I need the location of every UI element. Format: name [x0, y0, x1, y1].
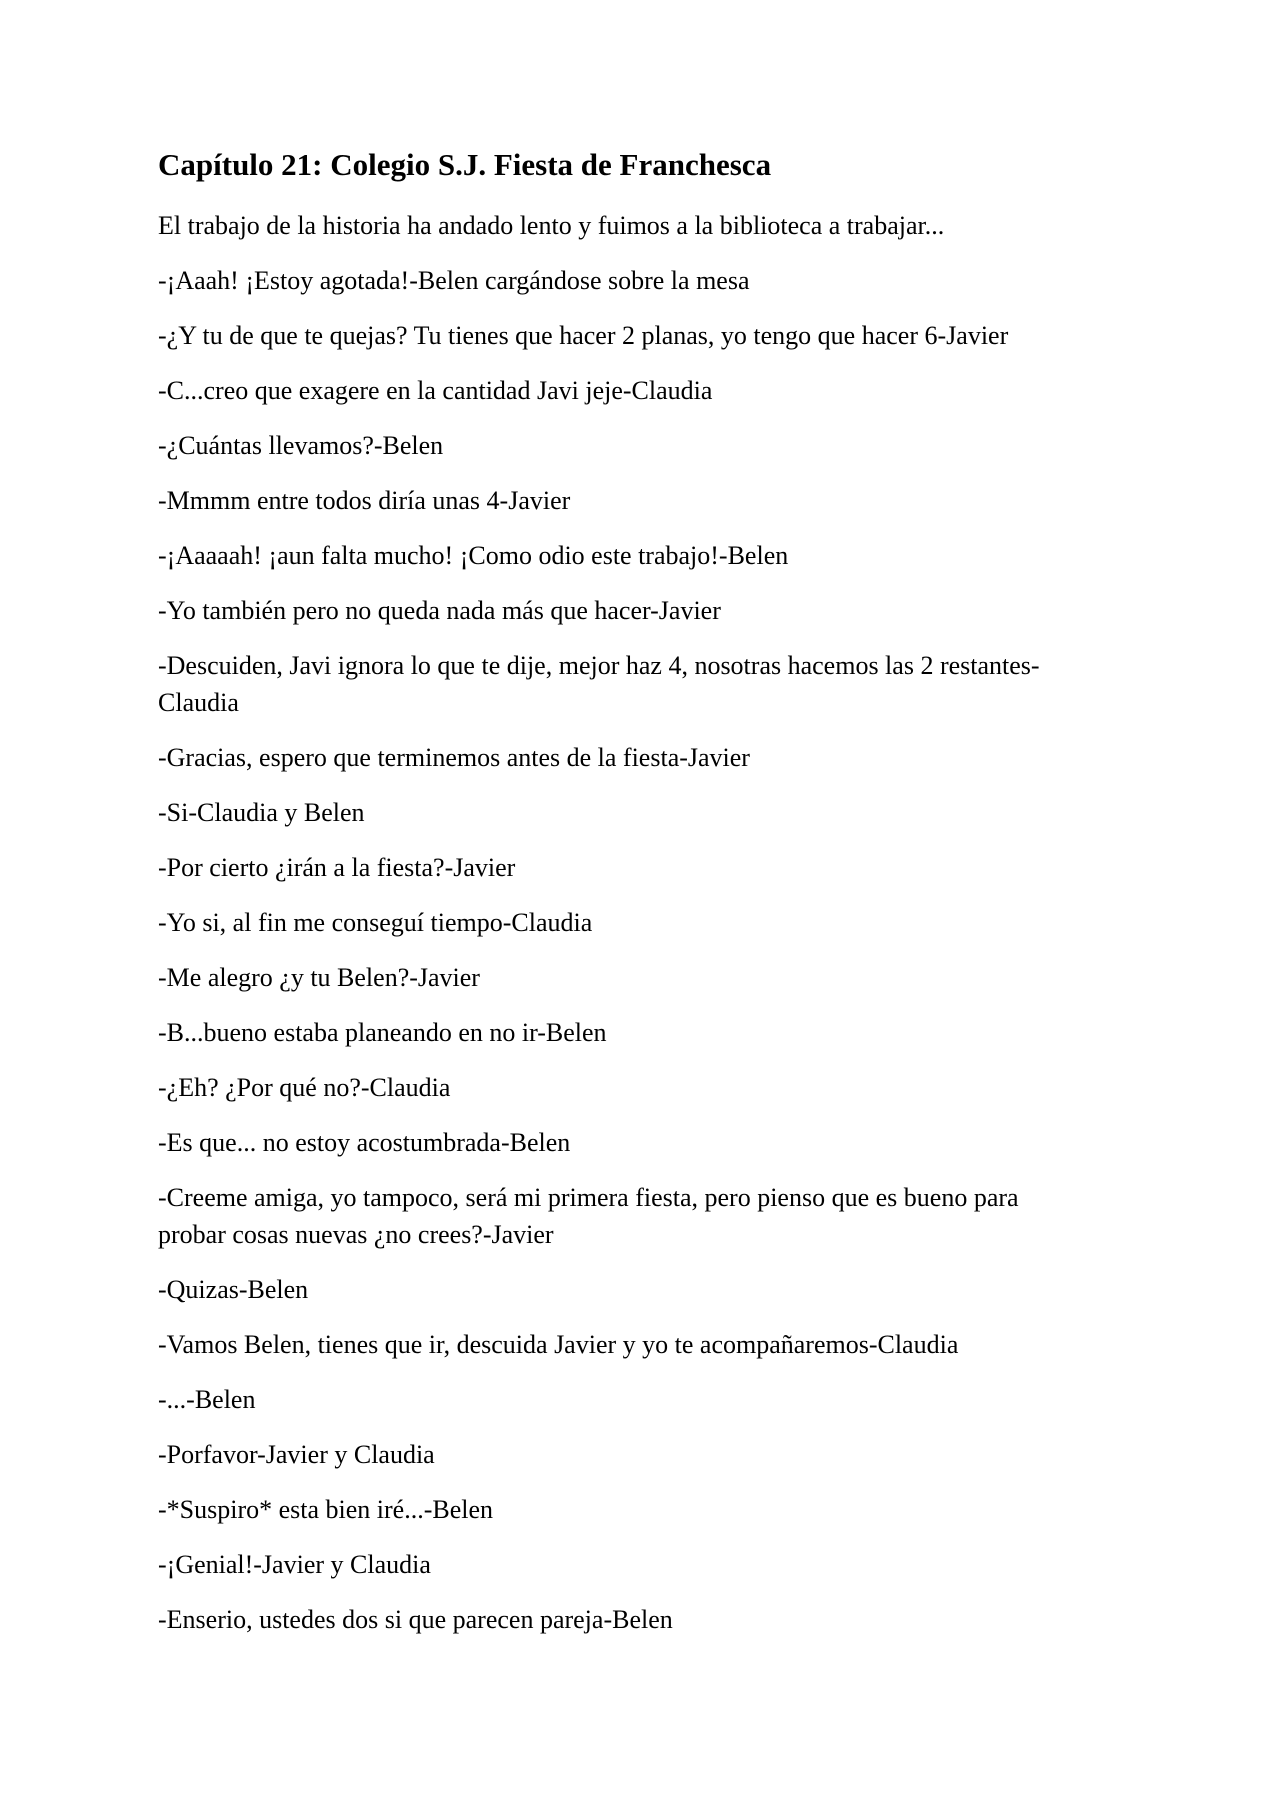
paragraph: -¿Eh? ¿Por qué no?-Claudia: [158, 1073, 451, 1102]
paragraph: -...-Belen: [158, 1385, 256, 1414]
paragraph: -Mmmm entre todos diría unas 4-Javier: [158, 486, 571, 515]
paragraph: -*Suspiro* esta bien iré...-Belen: [158, 1495, 494, 1524]
paragraph: -Yo si, al fin me conseguí tiempo-Claudia: [158, 908, 593, 937]
paragraph: -¡Aaaaah! ¡aun falta mucho! ¡Como odio este trabajo!-Belen: [158, 541, 789, 570]
document-content: [158, 145, 1068, 1656]
paragraph: -Creeme amiga, yo tampoco, será mi primera fiesta, pero pienso que es bueno para probar cosas nuevas ¿no crees?-Javier: [158, 1183, 1019, 1249]
paragraph: -¡Genial!-Javier y Claudia: [158, 1550, 431, 1579]
paragraph: -Yo también pero no queda nada más que hacer-Javier: [158, 596, 721, 625]
paragraph: -Porfavor-Javier y Claudia: [158, 1440, 435, 1469]
paragraph: -¿Cuántas llevamos?-Belen: [158, 431, 444, 460]
paragraph: -Si-Claudia y Belen: [158, 798, 365, 827]
paragraph: -B...bueno estaba planeando en no ir-Belen: [158, 1018, 607, 1047]
paragraph: -Enserio, ustedes dos si que parecen pareja-Belen: [158, 1605, 673, 1634]
paragraph: -Descuiden, Javi ignora lo que te dije, mejor haz 4, nosotras hacemos las 2 restantes-Claudia: [158, 651, 1040, 717]
paragraph: -Vamos Belen, tienes que ir, descuida Javier y yo te acompañaremos-Claudia: [158, 1330, 959, 1359]
paragraph: -Quizas-Belen: [158, 1275, 309, 1304]
chapter-title: Capítulo 21: Colegio S.J. Fiesta de Franchesca: [158, 147, 772, 182]
paragraph: -Es que... no estoy acostumbrada-Belen: [158, 1128, 571, 1157]
paragraph: -¡Aaah! ¡Estoy agotada!-Belen cargándose sobre la mesa: [158, 266, 750, 295]
paragraph: -C...creo que exagere en la cantidad Javi jeje-Claudia: [158, 376, 713, 405]
paragraph: -Me alegro ¿y tu Belen?-Javier: [158, 963, 480, 992]
paragraph-list: [158, 207, 1068, 1638]
paragraph: -¿Y tu de que te quejas? Tu tienes que hacer 2 planas, yo tengo que hacer 6-Javier: [158, 321, 1009, 350]
paragraph: -Gracias, espero que terminemos antes de la fiesta-Javier: [158, 743, 750, 772]
paragraph: El trabajo de la historia ha andado lento y fuimos a la biblioteca a trabajar...: [158, 211, 945, 240]
paragraph: -Por cierto ¿irán a la fiesta?-Javier: [158, 853, 516, 882]
